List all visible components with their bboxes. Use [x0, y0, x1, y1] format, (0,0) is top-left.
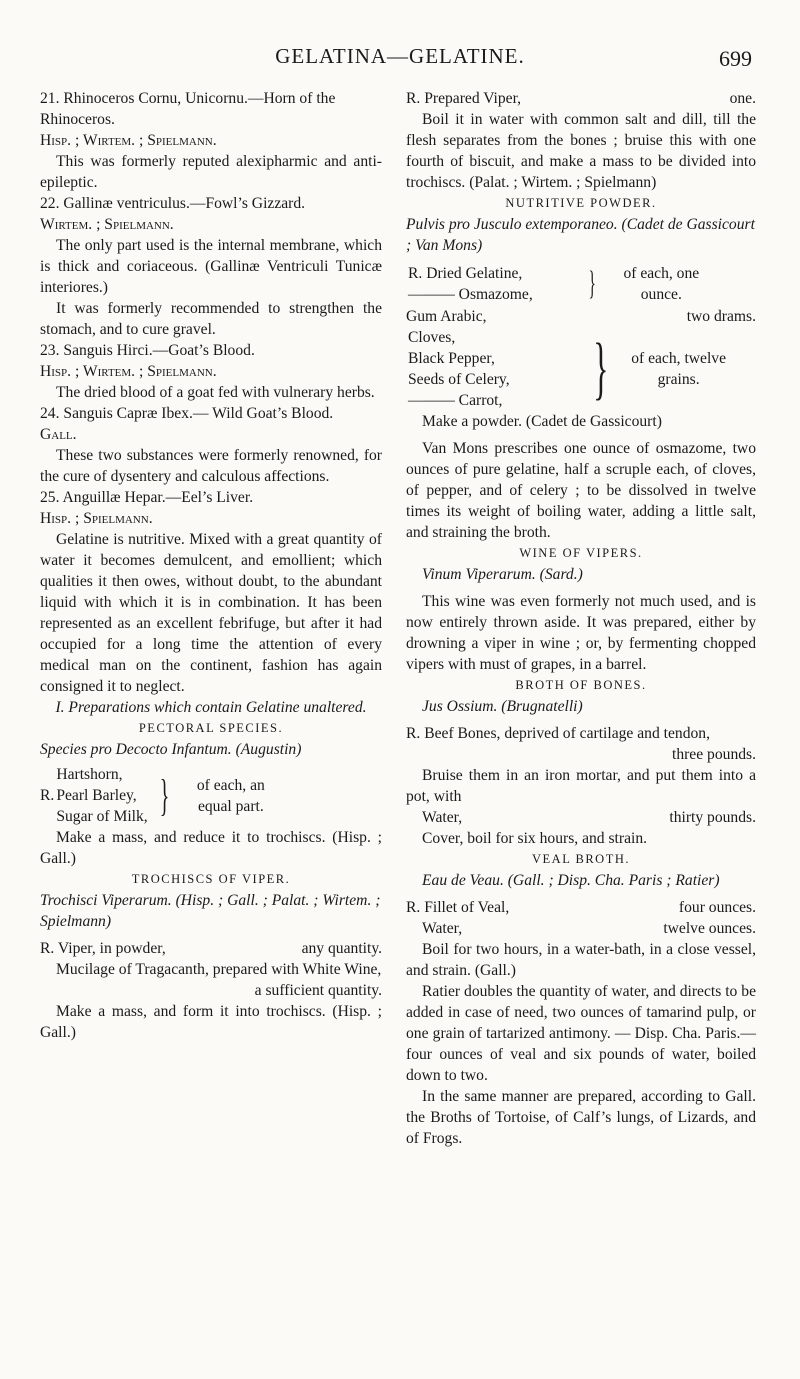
bones-title: Jus Ossium. (Brugnatelli) [422, 698, 583, 715]
veal-text1: Boil for two hours, in a water-bath, in a close vessel, and strain. (Gall.) [406, 941, 756, 979]
left-column [40, 88, 382, 1043]
running-header: GELATINA—GELATINE. [275, 44, 525, 68]
veal-text3: In the same manner are prepared, according to Gall. the Broths of Tortoise, of Calf’s lungs, of Lizards, and of Frogs. [406, 1088, 756, 1147]
recipe-symbol: R. [40, 787, 55, 804]
entry-21-refs: Hisp. ; Wirtem. ; Spielmann. [40, 132, 217, 149]
veal-heading: VEAL BROTH. [532, 852, 630, 866]
veal-text2: Ratier doubles the quantity of water, and directs to be added in case of need, two ounces of tamarind pulp, or one grain of tartarized antimony. — Disp. Cha. Paris.—four ounces of veal and six pounds of water, boiled down to two. [406, 983, 756, 1084]
nutritive-heading: NUTRITIVE POWDER. [505, 196, 657, 210]
bones-text1: Bruise them in an iron mortar, and put them into a pot, with [406, 767, 756, 805]
trochiscs-title: Trochisci Viperarum. (Hisp. ; Gall. ; Palat. ; Wirtem. ; Spielmann) [40, 892, 381, 930]
pectoral-text: Make a mass, and reduce it to trochiscs. (Hisp. ; Gall.) [40, 829, 382, 867]
entry-24-text: These two substances were formerly renowned, for the cure of dysentery and calculous affections. [40, 447, 382, 485]
wine-text: This wine was even formerly not much used, and is now entirely thrown aside. It was prepared, either by drowning a viper in wine ; or, by fermenting chopped vipers with must of grapes, in a barrel. [406, 593, 756, 673]
veal-row2 [406, 918, 756, 939]
quantity: four ounces. [678, 899, 756, 916]
brace-icon: } [593, 330, 609, 407]
ingredient: ——— Osmazome, [408, 286, 533, 303]
entry-25-refs: Hisp. ; Spielmann. [40, 510, 153, 527]
nutritive-text: Make a powder. (Cadet de Gassicourt) [422, 413, 662, 430]
wine-title: Vinum Viperarum. (Sard.) [422, 566, 583, 583]
wine-heading: WINE OF VIPERS. [519, 546, 643, 560]
ingredient: Cloves, [408, 329, 456, 346]
brace-icon: } [159, 770, 170, 820]
ingredient: Water, [422, 809, 463, 826]
pectoral-heading: PECTORAL SPECIES. [138, 721, 284, 735]
ingredient: R. Dried Gelatine, [408, 265, 523, 282]
ingredient: Mucilage of Tragacanth, prepared with White Wine, [56, 961, 382, 978]
nutritive-row [406, 306, 756, 327]
pectoral-quantity: of each, an equal part. [196, 776, 265, 815]
nutritive-quantity-1: of each, one ounce. [623, 265, 700, 303]
nutritive-title: Pulvis pro Jusculo extemporaneo. (Cadet de Gassicourt ; Van Mons) [406, 216, 755, 254]
nutritive-ingredients-1 [406, 263, 578, 305]
nutritive-group-1 [406, 262, 756, 306]
nutritive-ingredients-2 [406, 327, 578, 411]
brace-icon: } [588, 265, 596, 302]
quantity: any quantity. [301, 940, 382, 957]
ingredient: Sugar of Milk, [56, 808, 148, 825]
viper-row [406, 88, 756, 109]
ingredient: Pearl Barley, [56, 787, 137, 804]
ingredient: Seeds of Celery, [408, 371, 510, 388]
quantity: one. [729, 90, 756, 107]
quantity: three pounds. [671, 746, 756, 763]
van-mons-text: Van Mons prescribes one ounce of osmazome, two ounces of pure gelatine, half a scruple each, of cloves, of pepper, and of celery ; to be dissolved in twelve times its weight of boiling water, adding a little salt, and straining the broth. [406, 440, 756, 541]
ingredient: ——— Carrot, [408, 392, 503, 409]
quantity: thirty pounds. [669, 809, 756, 826]
viper-text: Boil it in water with common salt and dill, till the flesh separates from the bones ; bruise this with one fourth of biscuit, and make a mass to be divided into trochiscs. (Palat. ; Wirtem. ; Spielmann) [406, 111, 756, 191]
ingredient: Black Pepper, [408, 350, 495, 367]
entry-22-title: 22. Gallinæ ventriculus.—Fowl’s Gizzard. [40, 195, 306, 212]
bones-text2: Cover, boil for six hours, and strain. [422, 830, 648, 847]
section-title: I. Preparations which contain Gelatine unaltered. [55, 699, 367, 716]
ingredient: Hartshorn, [56, 766, 123, 783]
entry-24-refs: Gall. [40, 426, 77, 443]
gelatine-paragraph: Gelatine is nutritive. Mixed with a great quantity of water it becomes demulcent, and emollient; which qualities it then owes, without doubt, to the abundant liquid with which it is in combination. It has been represented as an excellent febrifuge, but after it had occupied for a long time the attention of every medical man on the continent, fashion has again consigned it to neglect. [40, 531, 382, 695]
ingredient: R. Viper, in powder, [40, 940, 166, 957]
veal-row1 [406, 897, 756, 918]
trochiscs-heading: TROCHISCS OF VIPER. [131, 872, 291, 886]
ingredient: R. Fillet of Veal, [406, 899, 510, 916]
nutritive-group-2 [406, 327, 756, 411]
veal-title: Eau de Veau. (Gall. ; Disp. Cha. Paris ; Ratier) [422, 872, 720, 889]
trochiscs-text: Make a mass, and form it into trochiscs. (Hisp. ; Gall.) [40, 1003, 382, 1041]
entry-23-title: 23. Sanguis Hirci.—Goat’s Blood. [40, 342, 255, 359]
entry-21-title: 21. Rhinoceros Cornu, Unicornu.—Horn of the Rhinoceros. [40, 90, 336, 128]
page-number: 699 [719, 46, 752, 71]
entry-23-text: The dried blood of a goat fed with vulnerary herbs. [56, 384, 375, 401]
bones-water-row [406, 807, 756, 828]
right-column [406, 88, 756, 1149]
ingredient: R. Beef Bones, deprived of cartilage and tendon, [406, 725, 710, 742]
pectoral-recipe [40, 764, 382, 827]
bones-heading: BROTH OF BONES. [515, 678, 647, 692]
quantity: two drams. [686, 308, 756, 325]
pectoral-ingredients [54, 764, 147, 827]
ingredient: R. Prepared Viper, [406, 90, 522, 107]
entry-22-text2: It was formerly recommended to strengthen the stomach, and to cure gravel. [40, 300, 382, 338]
entry-24-title: 24. Sanguis Capræ Ibex.— Wild Goat’s Blood. [40, 405, 334, 422]
ingredient: Water, [422, 920, 463, 937]
entry-21-text: This was formerly reputed alexipharmic and anti-epileptic. [40, 153, 382, 191]
pectoral-title: Species pro Decocto Infantum. (Augustin) [40, 741, 302, 758]
ingredient: Gum Arabic, [406, 308, 487, 325]
nutritive-quantity-2: of each, twelve grains. [631, 350, 727, 388]
quantity: twelve ounces. [663, 920, 756, 937]
entry-22-text1: The only part used is the internal membrane, which is thick and coriaceous. (Gallinæ Ventriculi Tunicæ interiores.) [40, 237, 382, 296]
trochiscs-row1 [40, 938, 382, 959]
entry-22-refs: Wirtem. ; Spielmann. [40, 216, 174, 233]
entry-23-refs: Hisp. ; Wirtem. ; Spielmann. [40, 363, 217, 380]
quantity: a sufficient quantity. [254, 982, 382, 999]
entry-25-title: 25. Anguillæ Hepar.—Eel’s Liver. [40, 489, 254, 506]
